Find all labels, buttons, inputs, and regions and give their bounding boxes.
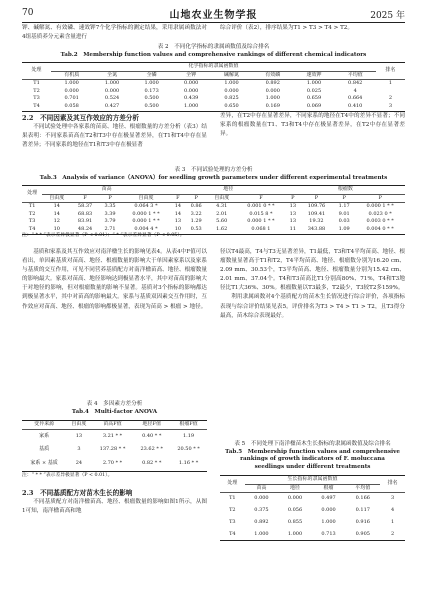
table-row: T2 0.375 0.056 0.000 0.117 4 <box>229 506 395 513</box>
table-row: 家系 13 3.21 * * 0.40 * * 1.19 <box>39 432 195 439</box>
section-2-2-right-text: 差异，在T2中存在显著差异，不同家系的地径在T4中的差异不显著；不同家系的根瘤数量在T1、T3和T4中存在极显著差异，在T2中存在显著差异。 <box>220 113 405 138</box>
table4: 变异来源 自由度 苗高F值 地径F值 根瘤F值 家系 13 3.21 * * 0.40 * * 1.19 基质 3 137.28 * * 23.62 * * 20.50 * * 家系 × 基质 24 2.70 * * 0.82 * * 1.16 * * <box>22 420 207 472</box>
table-row: 基质 3 137.28 * * 23.62 * * 20.50 * * <box>39 446 200 453</box>
table-row: T3 12 83.91 3.79 0.000 1 * * 13 1.29 5.60 0.000 1 * * 13 19.32 0.03 0.003 0 * * <box>28 218 394 225</box>
table-row: T2 0.000 0.000 0.173 0.000 0.000 0.000 0.025 4 <box>33 87 357 94</box>
table-row: T3 0.701 0.524 0.500 0.439 0.825 1.000 0.659 0.664 2 <box>33 95 392 102</box>
table4-caption: 表 4 多因素方差分析 Tab.4 Multi-factor ANOVA <box>71 401 158 415</box>
table-row: T4 10 48.24 2.71 0.004 4 * 10 0.53 1.62 0.068 1 11 343.88 1.09 0.004 0 * * <box>22 226 405 234</box>
table-row: T1 0.000 0.000 0.497 0.166 3 <box>229 495 395 502</box>
table-row: T1 14 58.37 3.35 0.064 3 * 14 0.86 4.31 0.001 0 * * 13 109.76 1.17 0.000 1 * * <box>28 203 394 210</box>
table-row: T3 0.892 0.855 1.000 0.916 1 <box>229 518 395 525</box>
section-2-2-title: 2.2 不同因素及其互作效应的方差分析 <box>22 114 139 122</box>
section-2-2-left-text: 不同试验处理中各家系的苗高、地径、根瘤数量的方差分析（表3）结果表明：不同家系苗高在T2和T3中存在极显著差异，在T1和T4中存在显著差异；不同家系的地径在T1和T3中存在极显著 <box>22 124 207 149</box>
intro-right-text: 综合评价（表2），排序结果为T1 > T3 > T4 > T2。 <box>220 25 353 31</box>
table4-note: 注：“ * * ”表示差异极显著（P < 0.01）。 <box>22 473 113 478</box>
table5-caption: 表 5 不同处理下南洋楹苗木生长指标的隶属函数值及综合排名 Tab.5 Membership function values and comprehensive rankings of growth indicators of F. moluccana seedlings under different treatments <box>225 441 400 470</box>
table2-caption: 表 2 不同化学指标的隶属函数值及综合排名 Tab.2 Membership function values and comprehensive rankings of different chemical indicators <box>60 44 367 58</box>
table3-caption: 表 3 不同试验处理的方差分析 Tab.3 Analysis of variance（ANOVA）for seedling growth parameters under different experimental treatments <box>39 167 388 181</box>
table3: 处理 苗高 地径 根瘤数 自由度 F P 自由度 F P 自由度 F P P P P T1 14 58.37 3.35 0.064 3 * 14 0.86 4.31 0.001 0 * * 13 109.76 1.17 0.000 1 * * T2 14 68.83 3.39 0.000 1 * * 14 3.22 2.01 0.015 8 * 13 109.41 9.01 0.023 0 * T3 12 83.91 3.79 0.000 1 * * 13 1.29 5.60 0.000 1 * * 13 19.32 0.03 0.003 0 * * T4 10 48.24 2.71 0.004 4 * 10 0.53 1.62 0.068 1 11 343.88 1.09 0.004 0 * * <box>22 185 405 235</box>
anova-paragraph: 基质和家系及其互作效应对南洋楹生长的影响见表4。从表4中F值可以看出，单因素基质对苗高、地径、根瘤数量的影响大于单因素家系以及家系与基质的交互作用，可见不同营养基质配方对南洋楹苗高、地径、根瘤数量的影响最大。家系对苗高、地径影响达到极显著水平，其中对苗高的影响大于对地径的影响，但对根瘤数量的影响不显著。基质对3个指标的影响都达到极显著水平，其中对苗高的影响最大。家系与基质双因素交互作用时，互作效应对苗高、地径、根瘤的影响都极显著，表现为苗高 > 根瘤 > 地径。 <box>22 249 207 310</box>
growth-results-paragraph: 径以T4最高，T4与T3无显著差异，T1最低，T3和T4平均苗高、地径、根瘤数量显著高于T1和T2，T4平均苗高、地径、根瘤数分别为16.20 cm、2.09 mm、30.53个，T3平均苗高、地径、根瘤数量分别为15.42 cm、2.01 mm、37.04个。T4和T3苗高比T1分别高80%、71%，T4和T3地径比T1大36%、30%。根瘤数量以T3最多，T2最少，T3较T2多159%。 利用隶属函数对4个基质配方的苗木生长情况进行综合评价，各项指标表现与综合评价结果见表5。评价排名为T3 > T4 > T1 > T2，且T3得分最高，苗木综合表现最好。 <box>220 249 405 319</box>
journal-title: 山地农业生物学报 <box>169 10 258 21</box>
table-row: T2 14 68.83 3.39 0.000 1 * * 14 3.22 2.01 0.015 8 * 13 109.41 9.01 0.023 0 * <box>28 210 392 217</box>
table3-note: 注：“ * * ”表示差异极显著（P < 0.01）；“ * ”表示差异显著（P < 0.05）。 <box>22 233 185 238</box>
table-row: T1 1.000 1.000 1.000 0.000 1.000 0.892 1.000 0.842 1 <box>33 80 392 87</box>
section-2-3-title: 2.3 不同基质配方对苗木生长的影响 <box>22 489 133 497</box>
publication-year: 2025 年 <box>370 11 405 21</box>
table-row: T4 0.058 0.427 0.500 1.000 0.650 0.169 0.069 0.410 3 <box>22 103 405 111</box>
table-row: 家系 × 基质 24 2.70 * * 0.82 * * 1.16 * * <box>22 457 207 471</box>
table5: 处理 生长指标的隶属函数值 排名 苗高 地径 根瘤 平均值 T1 0.000 0.000 0.497 0.166 3 T2 0.375 0.056 0.000 0.117 4 T3 0.892 0.855 1.000 0.916 1 T4 1.000 1.000 0.713 0.905 2 <box>220 475 405 541</box>
table2: 处理 化学指标的隶属函数值 排名 有机质 全氮 全磷 全钾 碱解氮 有效磷 速效钾 平均值 T1 1.000 1.000 1.000 0.000 1.000 0.892 1.000 0.842 1 T2 0.000 0.000 0.173 0.000 0.000 0.000 0.025 4 T3 0.701 0.524 0.500 0.439 0.825 1.000 0.659 0.664 2 T4 0.058 0.427 0.500 1.000 0.650 0.169 0.069 0.410 3 <box>22 62 405 112</box>
table-row: T4 1.000 1.000 0.713 0.905 2 <box>220 529 405 541</box>
intro-left-text: 钾、碱解氮、有效磷、速效钾7个化学指标的测定结果，采用隶属函数法对4组基质养分元素含量进行 <box>22 25 207 41</box>
section-2-3-left-text: 不同基质配方对南洋楹苗高、地径、根瘤数量的影响如图1所示，从图1可知，南洋楹苗高和地 <box>22 499 207 515</box>
running-header <box>22 4 405 23</box>
page-number: 70 <box>22 8 34 18</box>
